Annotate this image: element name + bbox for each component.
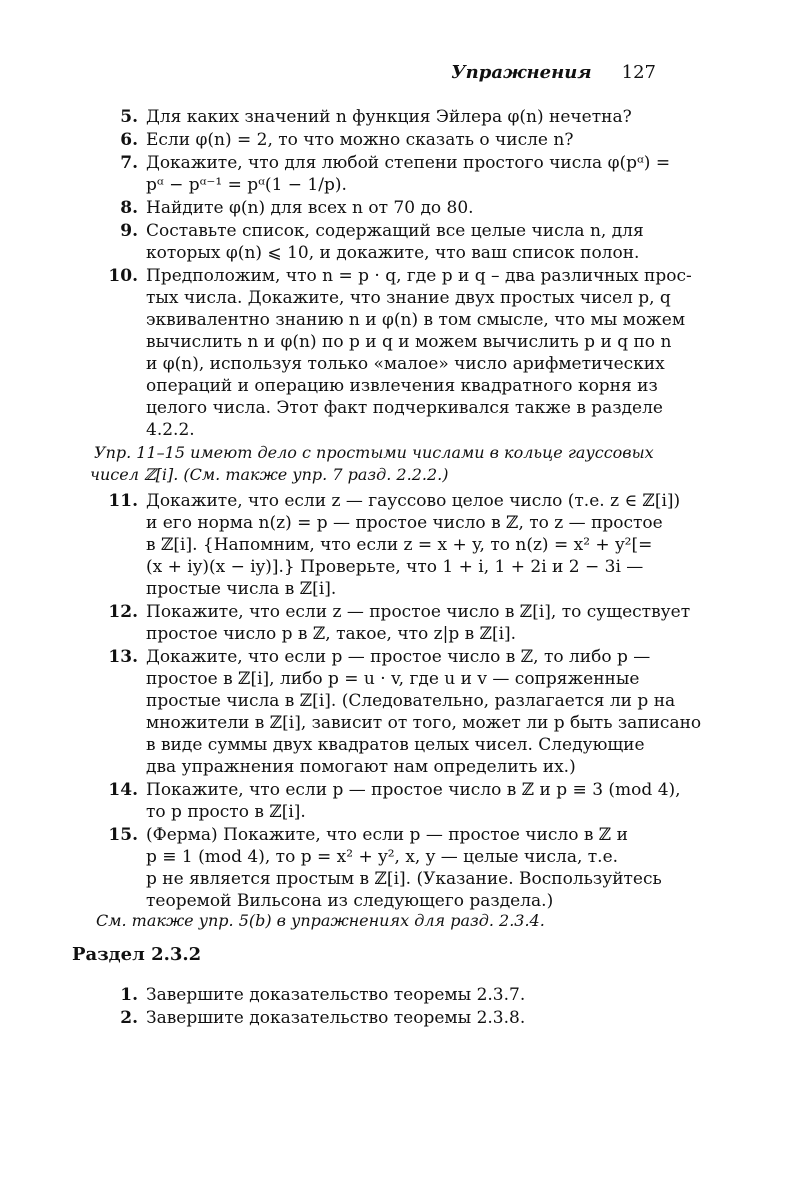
exercise-number: 9. <box>120 221 138 241</box>
exercise-item <box>104 220 656 264</box>
running-header <box>451 62 656 83</box>
exercise-line: которых φ(n) ⩽ 10, и докажите, что ваш список полон. <box>146 243 640 263</box>
exercise-number: 7. <box>120 153 138 173</box>
exercise-line: простые числа в ℤ[i]. <box>146 579 337 599</box>
exercise-item <box>104 601 691 645</box>
exercise-line: (Ферма) Покажите, что если p — простое число в ℤ и <box>146 825 628 845</box>
exercise-line: то p просто в ℤ[i]. <box>146 802 306 822</box>
exercise-text <box>146 646 701 778</box>
exercise-number: 1. <box>120 985 138 1005</box>
exercise-line: Составьте список, содержащий все целые числа n, для <box>146 221 644 241</box>
exercise-line: pᵅ − pᵅ⁻¹ = pᵅ(1 − 1/p). <box>146 175 347 195</box>
exercise-text <box>146 220 656 264</box>
section-heading: Раздел 2.3.2 <box>72 944 202 965</box>
exercise-item <box>104 490 681 600</box>
exercise-number: 11. <box>108 491 138 511</box>
exercise-list-section <box>104 984 656 1030</box>
exercise-item <box>104 824 662 912</box>
exercise-number: 12. <box>108 602 138 622</box>
exercise-text <box>146 490 680 600</box>
exercise-number: 10. <box>108 266 138 286</box>
exercise-line: теоремой Вильсона из следующего раздела.) <box>146 891 554 911</box>
exercise-text <box>146 779 681 823</box>
exercise-item <box>104 265 692 441</box>
exercise-line: вычислить n и φ(n) по p и q и можем вычислить p и q по n <box>146 332 672 352</box>
exercise-item <box>104 779 681 823</box>
exercise-list-a <box>104 106 692 442</box>
exercise-line: Для каких значений n функция Эйлера φ(n) нечетна? <box>146 107 632 127</box>
exercise-number: 6. <box>120 130 138 150</box>
note-line: См. также упр. 5(b) в упражнениях для разд. 2.3.4. <box>96 911 545 930</box>
exercise-line: целого числа. Этот факт подчеркивался также в разделе <box>146 398 663 418</box>
exercise-number: 13. <box>108 647 138 667</box>
exercise-item <box>104 106 656 128</box>
exercise-line: Докажите, что если p — простое число в ℤ, то либо p — <box>146 647 651 667</box>
exercise-line: p не является простым в ℤ[i]. (Указание. Воспользуйтесь <box>146 869 662 889</box>
exercise-line: простое в ℤ[i], либо p = u · v, где u и v — сопряженные <box>146 669 640 689</box>
exercise-item <box>104 129 656 151</box>
exercise-line: простые числа в ℤ[i]. (Следовательно, разлагается ли p на <box>146 691 676 711</box>
exercise-line: Предположим, что n = p · q, где p и q – два различных прос- <box>146 266 692 286</box>
exercise-line: в ℤ[i]. {Напомним, что если z = x + y, то n(z) = x² + y²[= <box>146 535 653 555</box>
exercise-line: операций и операцию извлечения квадратного корня из <box>146 376 658 396</box>
header-title: Упражнения <box>451 62 592 83</box>
note-see-also <box>96 910 545 932</box>
exercise-line: в виде суммы двух квадратов целых чисел. Следующие <box>146 735 645 755</box>
exercise-line: Найдите φ(n) для всех n от 70 до 80. <box>146 198 474 218</box>
exercise-line: два упражнения помогают нам определить их.) <box>146 757 576 777</box>
exercise-text <box>146 824 662 912</box>
exercise-line: (x + iy)(x − iy)].} Проверьте, что 1 + i, 1 + 2i и 2 − 3i — <box>146 557 644 577</box>
exercise-line: Завершите доказательство теоремы 2.3.7. <box>146 985 526 1005</box>
exercise-line: 4.2.2. <box>146 420 195 440</box>
exercise-text <box>146 601 690 645</box>
exercise-line: Докажите, что если z — гауссово целое число (т.е. z ∈ ℤ[i]) <box>146 491 681 511</box>
exercise-line: Завершите доказательство теоремы 2.3.8. <box>146 1008 526 1028</box>
note-gaussian <box>90 442 654 486</box>
exercise-line: эквивалентно знанию n и φ(n) в том смысле, что мы можем <box>146 310 686 330</box>
exercise-text <box>146 984 656 1006</box>
exercise-text <box>146 106 656 128</box>
note-line: Упр. 11–15 имеют дело с простыми числами в кольце гауссовых <box>94 443 654 462</box>
exercise-line: Докажите, что для любой степени простого числа φ(pᵅ) = <box>146 153 671 173</box>
exercise-text <box>146 197 656 219</box>
exercise-line: Покажите, что если z — простое число в ℤ[i], то существует <box>146 602 691 622</box>
exercise-item <box>104 646 702 778</box>
exercise-line: и его норма n(z) = p — простое число в ℤ, то z — простое <box>146 513 663 533</box>
exercise-line: Если φ(n) = 2, то что можно сказать о числе n? <box>146 130 574 150</box>
exercise-list-b <box>104 490 702 913</box>
exercise-text <box>146 265 692 441</box>
exercise-item <box>104 984 656 1006</box>
exercise-number: 8. <box>120 198 138 218</box>
exercise-item <box>104 152 671 196</box>
exercise-text <box>146 152 670 196</box>
exercise-number: 5. <box>120 107 138 127</box>
exercise-line: тых числа. Докажите, что знание двух простых чисел p, q <box>146 288 671 308</box>
exercise-line: простое число p в ℤ, такое, что z|p в ℤ[i]. <box>146 624 517 644</box>
exercise-text <box>146 129 656 151</box>
exercise-line: и φ(n), используя только «малое» число арифметических <box>146 354 665 374</box>
exercise-number: 2. <box>120 1008 138 1028</box>
exercise-text <box>146 1007 656 1029</box>
exercise-item <box>104 1007 656 1029</box>
exercise-line: Покажите, что если p — простое число в ℤ и p ≡ 3 (mod 4), <box>146 780 681 800</box>
note-line: чисел ℤ[i]. (См. также упр. 7 разд. 2.2.2.) <box>90 465 449 484</box>
exercise-item <box>104 197 656 219</box>
exercise-line: множители в ℤ[i], зависит от того, может ли p быть записано <box>146 713 702 733</box>
exercise-number: 15. <box>108 825 138 845</box>
page-number: 127 <box>621 62 656 83</box>
exercise-line: p ≡ 1 (mod 4), то p = x² + y², x, y — целые числа, т.е. <box>146 847 619 867</box>
exercise-number: 14. <box>108 780 138 800</box>
